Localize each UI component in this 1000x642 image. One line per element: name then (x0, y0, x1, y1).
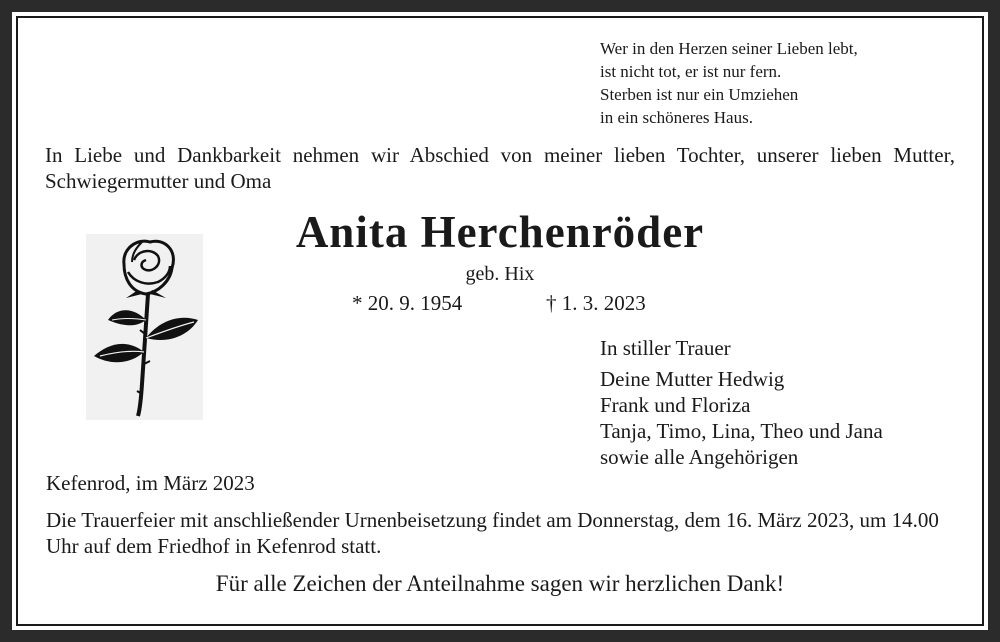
poem-line: Sterben ist nur ein Umziehen (600, 85, 799, 104)
birth-date: * 20. 9. 1954 (352, 291, 463, 315)
obituary-card (12, 12, 988, 630)
place-date: Kefenrod, im März 2023 (46, 471, 255, 495)
poem-line: Wer in den Herzen seiner Lieben lebt, (600, 39, 858, 58)
rose-icon (86, 234, 203, 420)
maiden-name: geb. Hix (465, 263, 535, 285)
mourners-block (600, 335, 883, 470)
mourner-name: Frank und Floriza (600, 393, 751, 417)
mourners-heading: In stiller Trauer (600, 336, 731, 360)
mourner-name: sowie alle Angehörigen (600, 445, 799, 469)
intro-text: In Liebe und Dankbarkeit nehmen wir Abschied von meiner lieben Tochter, unserer lieben Mutter, Schwiegermutter und Oma (45, 143, 955, 193)
poem-line: in ein schöneres Haus. (600, 108, 753, 127)
mourner-name: Tanja, Timo, Lina, Theo und Jana (600, 419, 883, 443)
deceased-name: Anita Herchenröder (295, 207, 705, 257)
poem-line: ist nicht tot, er ist nur fern. (600, 62, 782, 81)
mourner-name: Deine Mutter Hedwig (600, 367, 785, 391)
death-date: † 1. 3. 2023 (546, 291, 646, 315)
thanks-line: Für alle Zeichen der Anteilnahme sagen wir herzlichen Dank! (215, 571, 785, 596)
service-info: Die Trauerfeier mit anschließender Urnenbeisetzung findet am Donnerstag, dem 16. März 2023, um 14.00 Uhr auf dem Friedhof in Kefenrod statt. (46, 508, 939, 558)
poem (600, 37, 858, 129)
